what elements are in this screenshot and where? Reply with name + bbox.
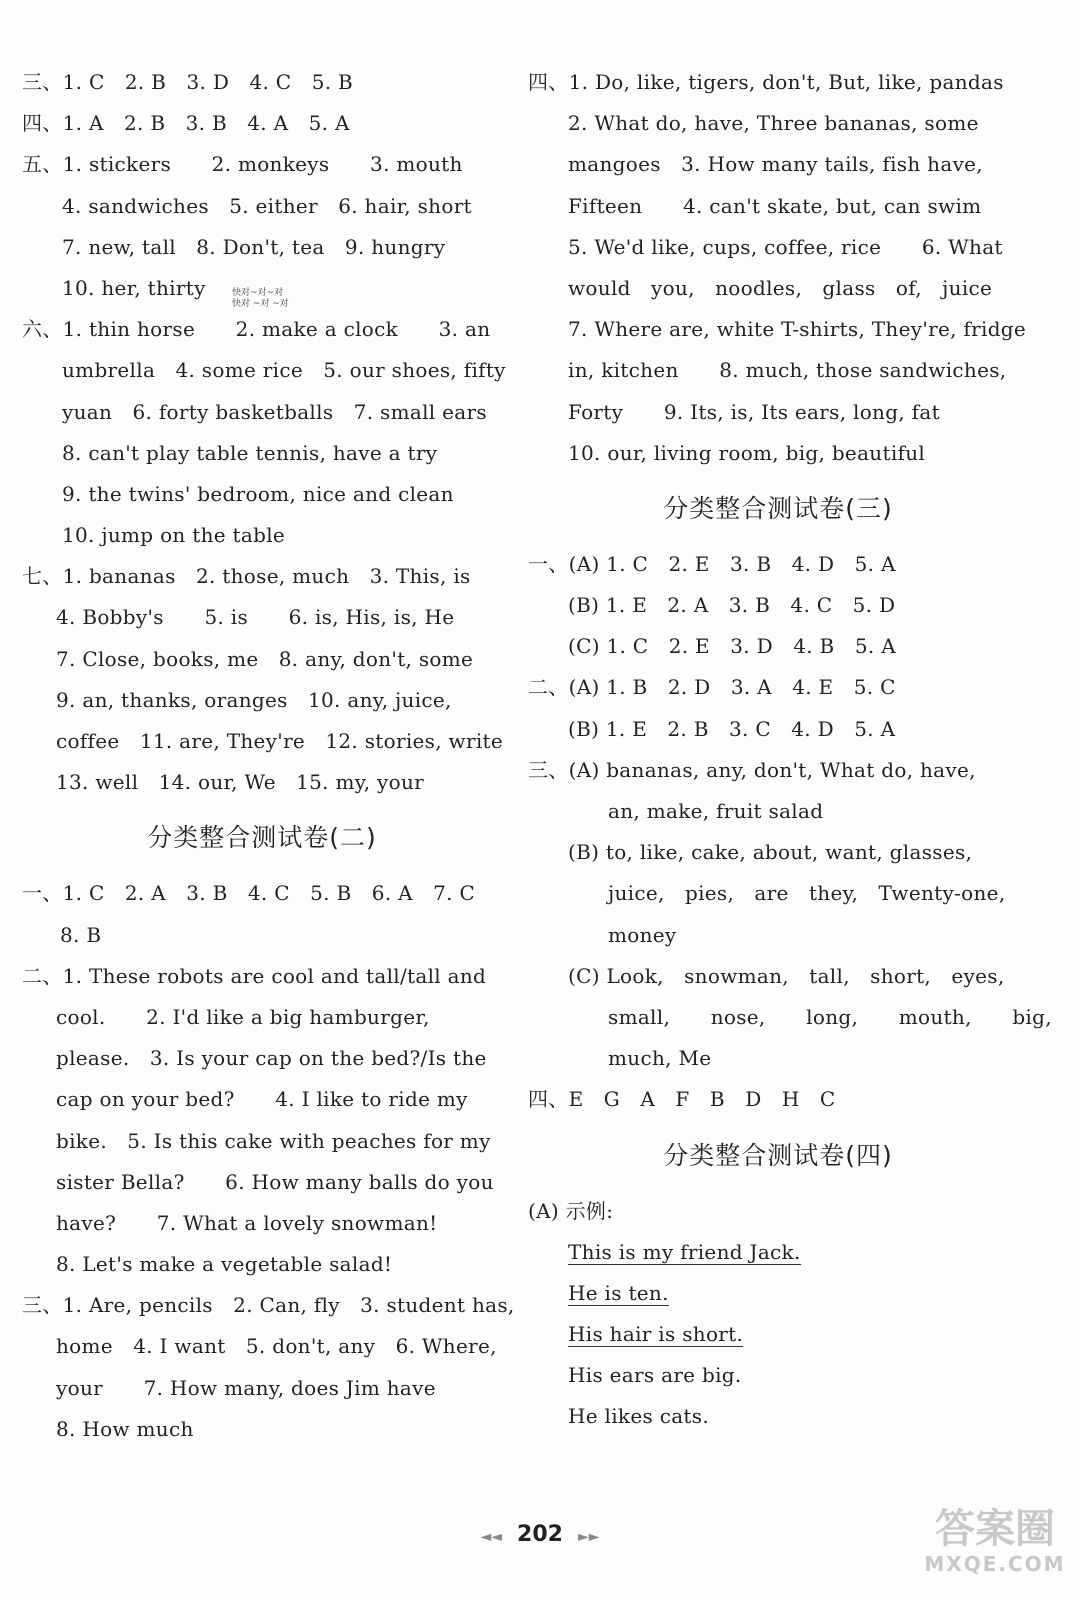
answer-line: 8. Let's make a vegetable salad! (56, 1252, 393, 1277)
answer-line: 9. the twins' bedroom, nice and clean (62, 481, 454, 506)
answer-line: juice, pies, are they, Twenty-one, (608, 881, 1006, 906)
answer-line: 7. Where are, white T-shirts, They're, fridge (568, 317, 1027, 342)
section-title: 分类整合测试卷(四) (663, 1140, 893, 1170)
example-line: His ears are big. (568, 1363, 742, 1388)
answer-line: much, Me (608, 1046, 712, 1071)
answer-line: 13. well 14. our, We 15. my, your (56, 770, 425, 795)
answer-line: please. 3. Is your cap on the bed?/Is the (56, 1046, 487, 1071)
answer-line: 10. jump on the table (62, 523, 286, 548)
site-watermark (920, 1506, 1070, 1596)
prev-arrow-icon: ◄◄ (480, 1529, 503, 1545)
page-number: 202 (517, 1522, 563, 1547)
answer-line: 七、1. bananas 2. those, much 3. This, is (22, 564, 471, 589)
next-arrow-icon: ►► (577, 1529, 600, 1545)
answer-line: 一、(A) 1. C 2. E 3. B 4. D 5. A (528, 551, 896, 576)
answer-line: (A) 示例: (528, 1198, 614, 1223)
answer-line: 10. our, living room, big, beautiful (568, 440, 926, 465)
answer-line: have? 7. What a lovely snowman! (56, 1210, 438, 1235)
answer-line: 一、1. C 2. A 3. B 4. C 5. B 6. A 7. C (22, 881, 476, 906)
answer-line: 4. sandwiches 5. either 6. hair, short (62, 193, 472, 218)
answer-line: 三、1. Are, pencils 2. Can, fly 3. student has, (22, 1293, 515, 1318)
answer-line: 2. What do, have, Three bananas, some (568, 111, 979, 136)
answer-line: 二、1. These robots are cool and tall/tall and (22, 963, 487, 988)
answer-line: umbrella 4. some rice 5. our shoes, fifty (62, 358, 506, 383)
answer-line: 三、(A) bananas, any, don't, What do, have, (528, 757, 976, 782)
page-footer (0, 1522, 1080, 1547)
section-title: 分类整合测试卷(三) (663, 493, 893, 523)
answer-line: (B) to, like, cake, about, want, glasses, (568, 840, 973, 865)
answer-line: (C) 1. C 2. E 3. D 4. B 5. A (568, 634, 896, 659)
watermark-scribble: 快对~对~对 快对 ~对 ~对 (232, 288, 289, 309)
answer-line: money (608, 922, 677, 947)
example-line: This is my friend Jack. (568, 1239, 801, 1264)
answer-line: 10. her, thirty (62, 275, 206, 300)
answer-line: Forty 9. Its, is, Its ears, long, fat (568, 399, 940, 424)
example-line: His hair is short. (568, 1322, 744, 1347)
answer-line: small, nose, long, mouth, big, (608, 1004, 1052, 1029)
answer-line: 8. can't play table tennis, have a try (62, 440, 438, 465)
answer-line: 7. new, tall 8. Don't, tea 9. hungry (62, 234, 446, 259)
answer-line: cool. 2. I'd like a big hamburger, (56, 1004, 430, 1029)
answer-line: 六、1. thin horse 2. make a clock 3. an (22, 317, 491, 342)
answer-line: Fifteen 4. can't skate, but, can swim (568, 193, 982, 218)
answer-line: 二、(A) 1. B 2. D 3. A 4. E 5. C (528, 675, 896, 700)
answer-line: an, make, fruit salad (608, 799, 824, 823)
answer-line: 7. Close, books, me 8. any, don't, some (56, 646, 474, 671)
answer-line: would you, noodles, glass of, juice (568, 275, 993, 300)
answer-line: 9. an, thanks, oranges 10. any, juice, (56, 687, 452, 712)
answer-line: 4. Bobby's 5. is 6. is, His, is, He (56, 605, 455, 630)
answer-line: (C) Look, snowman, tall, short, eyes, (568, 963, 1005, 988)
answer-line: (B) 1. E 2. B 3. C 4. D 5. A (568, 716, 896, 741)
answer-line: cap on your bed? 4. I like to ride my (56, 1087, 468, 1112)
answer-line: 四、1. A 2. B 3. B 4. A 5. A (22, 111, 350, 136)
answer-line: 四、1. Do, like, tigers, don't, But, like, pandas (528, 70, 1004, 94)
answer-line: home 4. I want 5. don't, any 6. Where, (56, 1334, 497, 1359)
example-line: He is ten. (568, 1280, 669, 1305)
answer-line: in, kitchen 8. much, those sandwiches, (568, 358, 1007, 383)
answer-line: 5. We'd like, cups, coffee, rice 6. What (568, 234, 1003, 259)
answer-line: coffee 11. are, They're 12. stories, write (56, 729, 503, 753)
answer-line: 四、E G A F B D H C (528, 1087, 836, 1112)
watermark-url: MXQE.COM (924, 1552, 1066, 1576)
section-title: 分类整合测试卷(二) (147, 823, 377, 853)
watermark-logo: 答案圈 (935, 1506, 1055, 1552)
left-column (22, 62, 515, 1450)
answer-line: yuan 6. forty basketballs 7. small ears (62, 399, 487, 424)
answer-line: bike. 5. Is this cake with peaches for my (56, 1128, 491, 1153)
right-column (528, 62, 1052, 1438)
answer-line: your 7. How many, does Jim have (56, 1375, 436, 1400)
answer-line: 五、1. stickers 2. monkeys 3. mouth (22, 152, 463, 177)
answer-line: 8. B (60, 922, 102, 947)
answer-line: mangoes 3. How many tails, fish have, (568, 152, 983, 177)
answer-line: 8. How much (56, 1416, 194, 1441)
example-line: He likes cats. (568, 1404, 709, 1429)
answer-line: 三、1. C 2. B 3. D 4. C 5. B (22, 70, 354, 94)
answer-line: (B) 1. E 2. A 3. B 4. C 5. D (568, 593, 896, 618)
answer-line: sister Bella? 6. How many balls do you (56, 1169, 494, 1194)
